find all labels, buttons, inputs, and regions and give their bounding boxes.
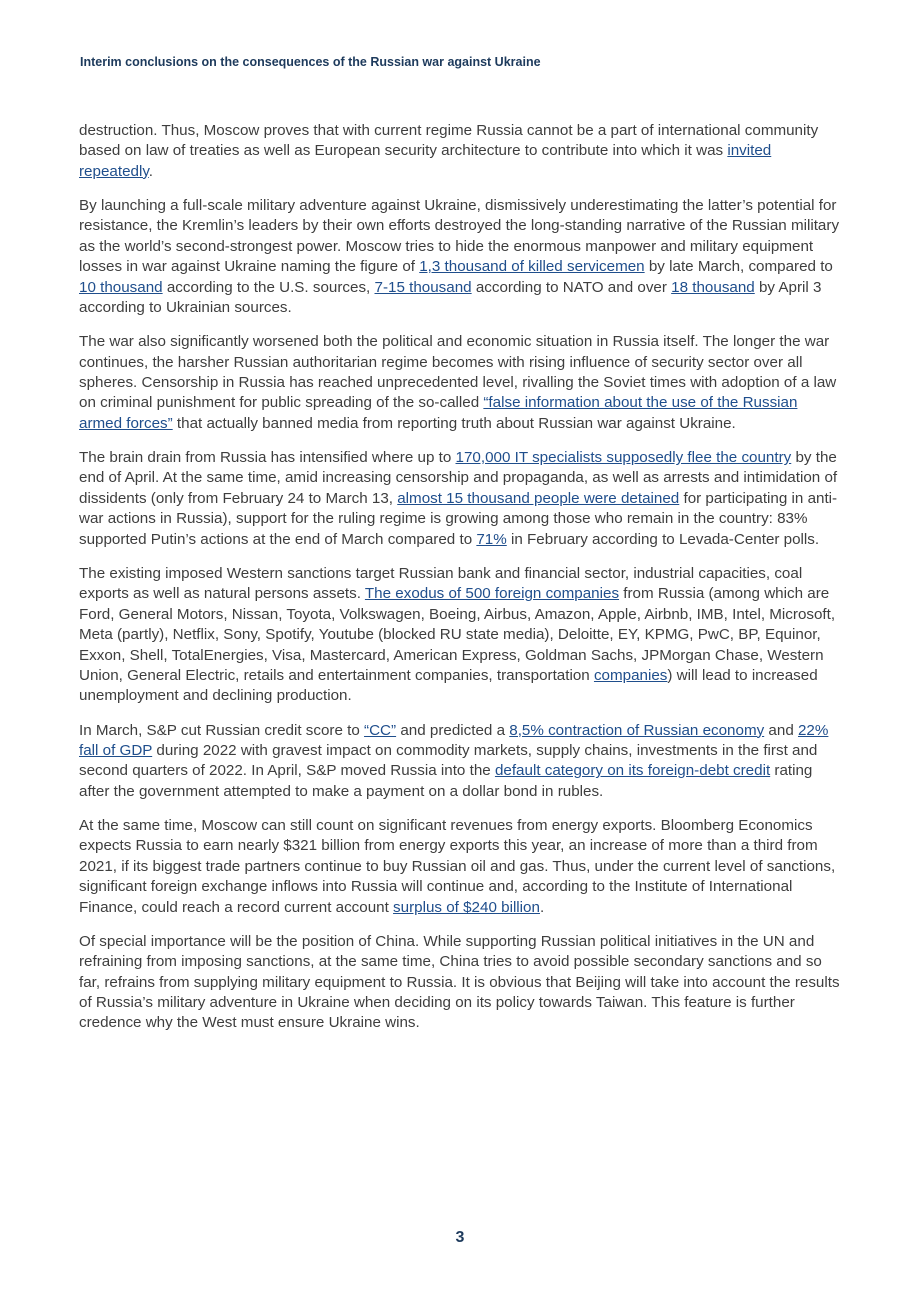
inline-link[interactable]: The exodus of 500 foreign companies bbox=[364, 585, 620, 603]
inline-link[interactable]: “false information about the use of the Russian armed forces” bbox=[79, 394, 798, 432]
inline-link[interactable]: 1,3 thousand of killed servicemen bbox=[419, 258, 645, 276]
inline-link[interactable]: repeatedly bbox=[79, 162, 149, 180]
paragraph: The existing imposed Western sanctions target Russian bank and financial sector, industrial capacities, coal exports as well as natural persons assets. The exodus of 500 foreign companies from Russia (among which are Ford, General Motors, Nissan, Toyota, Volkswagen, Boeing, Airbus, Amazon, Apple, Airbnb, IMB, Intel, Microsoft, Meta (partly), Netflix, Sony, Spotify, Youtube (blocked RU state media), Deloitte, EY, KPMG, PwC, BP, Equinor, Exxon, Shell, TotalEnergies, Visa, Mastercard, American Express, Goldman Sachs, JPMorgan Chase, Western Union, General Electric, retails and entertainment companies, transportation companies) will lead to increased unemployment and declining production. bbox=[79, 564, 836, 705]
paragraph: destruction. Thus, Moscow proves that with current regime Russia cannot be a part of international community based on law of treaties as well as European security architecture to contribute into which it was invited repeatedly. bbox=[79, 122, 819, 180]
running-header: Interim conclusions on the consequences of the Russian war against Ukraine bbox=[80, 55, 541, 69]
inline-link[interactable]: default category on its foreign-debt credit bbox=[494, 762, 771, 780]
inline-link[interactable]: companies bbox=[593, 666, 668, 684]
inline-link[interactable]: surplus of $240 billion bbox=[393, 898, 540, 916]
inline-link[interactable]: “CC” bbox=[364, 721, 397, 739]
paragraph: The brain drain from Russia has intensified where up to 170,000 IT specialists supposedly flee the country by the end of April. At the same time, amid increasing censorship and propaganda, as well as arrests and intimidation of dissidents (only from February 24 to March 13, almost 15 thousand people were detained for participating in anti-war actions in Russia), support for the ruling regime is growing among those who remain in the country: 83% supported Putin’s actions at the end of March compared to 71% in February according to Levada-Center polls. bbox=[79, 449, 838, 548]
inline-link[interactable]: 170,000 IT specialists supposedly flee the country bbox=[455, 449, 792, 467]
paragraph: The war also significantly worsened both the political and economic situation in Russia itself. The longer the war continues, the harsher Russian authoritarian regime becomes with rising influence of security sector over all spheres. Censorship in Russia has reached unprecedented level, rivalling the Soviet times with adoption of a law on criminal punishment for public spreading of the so-called “false information about the use of the Russian armed forces” that actually banned media from reporting truth about Russian war against Ukraine. bbox=[79, 333, 837, 432]
inline-link[interactable]: almost 15 thousand people were detained bbox=[397, 489, 680, 507]
inline-link[interactable]: 7-15 thousand bbox=[374, 278, 472, 296]
paragraph: In March, S&P cut Russian credit score to “CC” and predicted a 8,5% contraction of Russian economy and 22% fall of GDP during 2022 with gravest impact on commodity markets, supply chains, investments in the first and second quarters of 2022. In April, S&P moved Russia into the default category on its foreign-debt credit rating after the government attempted to make a payment on a dollar bond in rubles. bbox=[79, 721, 829, 800]
inline-link[interactable]: 18 thousand bbox=[671, 278, 755, 296]
inline-link[interactable]: 8,5% contraction of Russian economy bbox=[509, 721, 765, 739]
paragraph: By launching a full-scale military adventure against Ukraine, dismissively underestimating the latter’s potential for resistance, the Kremlin’s leaders by their own efforts destroyed the long-standing narrative of the Russian military as the world’s second-strongest power. Moscow tries to hide the enormous manpower and military equipment losses in war against Ukraine naming the figure of 1,3 thousand of killed servicemen by late March, compared to 10 thousand according to the U.S. sources, 7-15 thousand according to NATO and over 18 thousand by April 3 according to Ukrainian sources. bbox=[79, 197, 840, 317]
inline-link[interactable]: 22% fall of GDP bbox=[79, 721, 829, 759]
inline-link[interactable]: 71% bbox=[476, 530, 507, 548]
paragraph: Of special importance will be the position of China. While supporting Russian political initiatives in the UN and refraining from imposing sanctions, at the same time, China tries to avoid possible secondary sanctions and so far, refrains from supplying military equipment to Russia. It is obvious that Beijing will take into account the results of Russia’s military adventure in Ukraine when deciding on its policy towards Taiwan. This feature is further credence why the West must ensure Ukraine wins. bbox=[79, 932, 840, 1032]
page-number: 3 bbox=[455, 1229, 465, 1246]
inline-link[interactable]: 10 thousand bbox=[79, 278, 163, 296]
inline-link[interactable]: invited bbox=[727, 142, 772, 160]
paragraph: At the same time, Moscow can still count on significant revenues from energy exports. Bloomberg Economics expects Russia to earn nearly $321 billion from energy exports this year, an increase of more than a third from 2021, if its biggest trade partners continue to buy Russian oil and gas. Thus, under the current level of sanctions, significant foreign exchange inflows into Russia will continue and, according to the Institute of International Finance, could reach a record current account surplus of $240 billion. bbox=[79, 816, 836, 916]
body-text bbox=[79, 121, 843, 1048]
